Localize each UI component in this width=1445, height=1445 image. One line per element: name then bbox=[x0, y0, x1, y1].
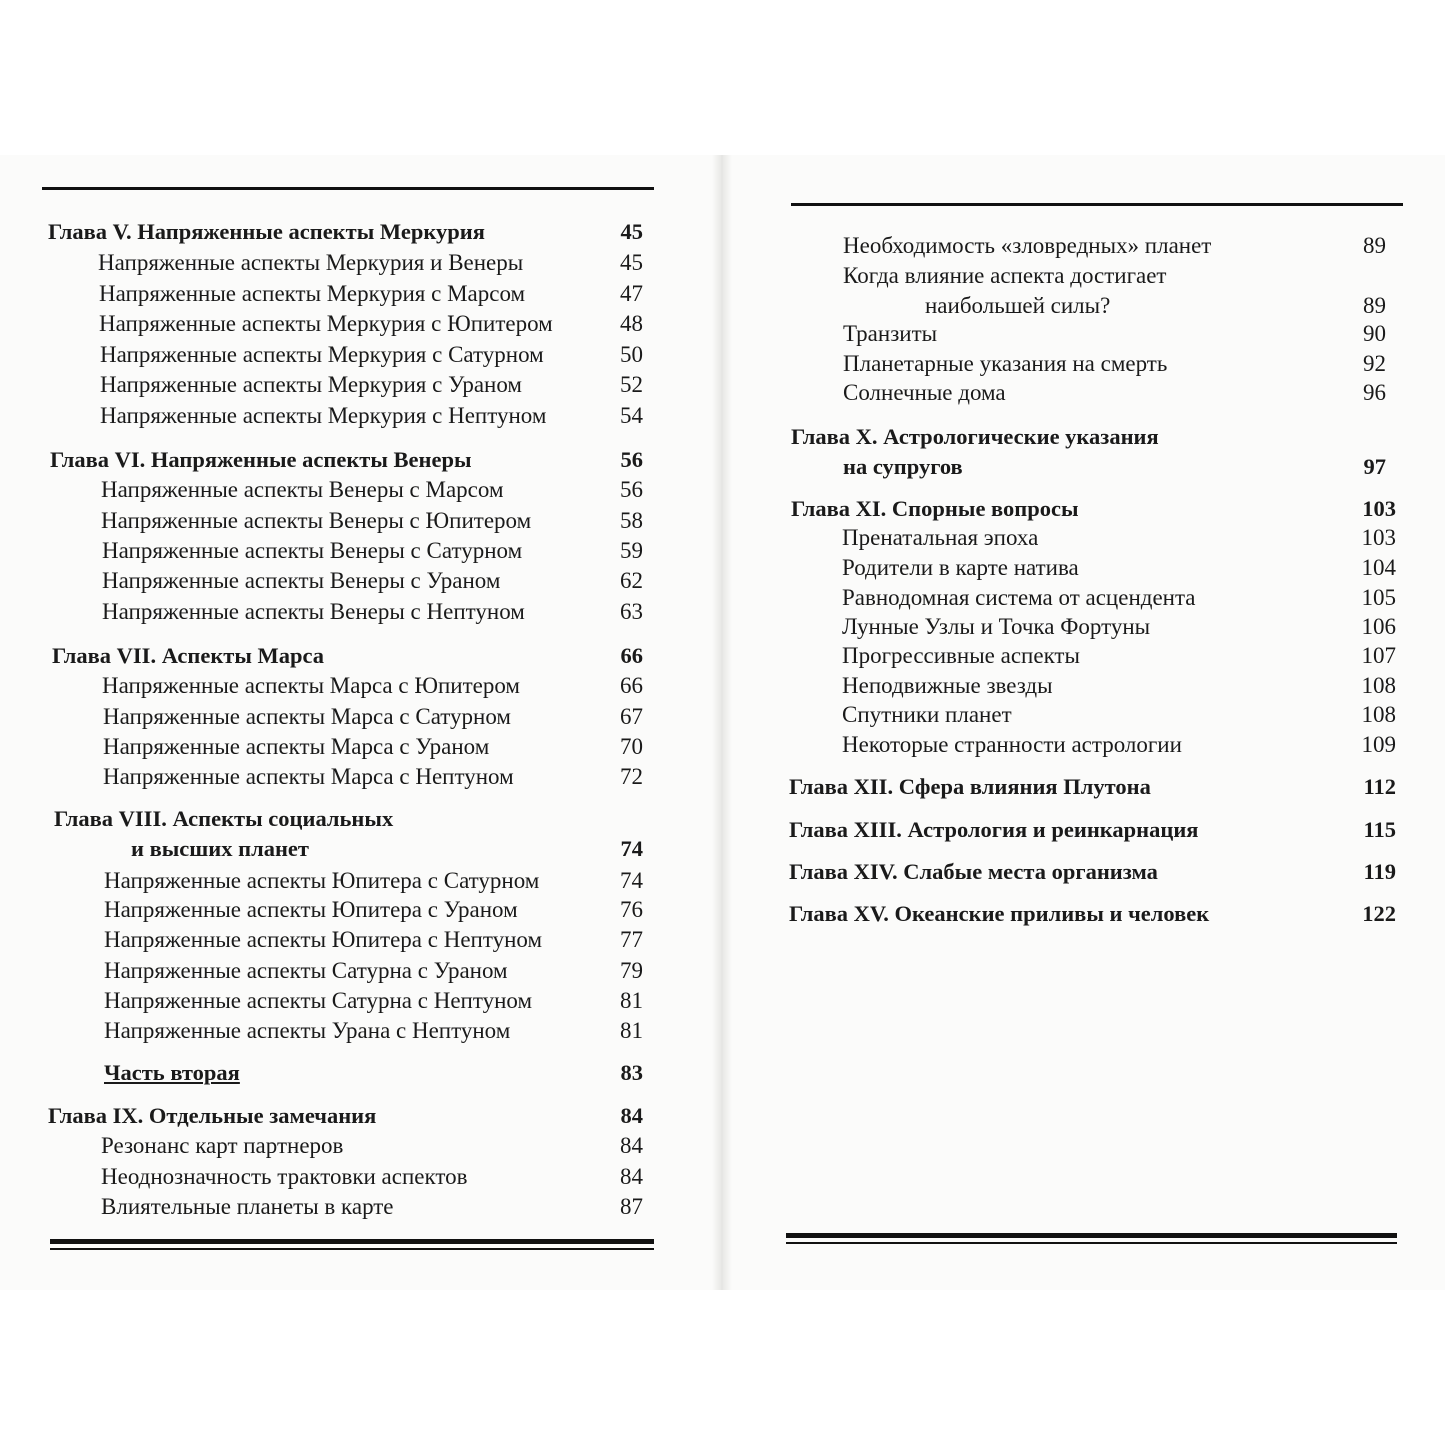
toc-item[interactable]: Напряженные аспекты Меркурия и Венеры 45 bbox=[98, 250, 643, 275]
toc-item[interactable]: Напряженные аспекты Венеры с Юпитером 58 bbox=[101, 508, 643, 533]
toc-part[interactable]: Часть вторая 83 bbox=[104, 1060, 643, 1085]
toc-item-continued[interactable]: наибольшей силы? 89 bbox=[925, 293, 1386, 318]
toc-chapter[interactable]: Глава IX. Отдельные замечания 84 bbox=[48, 1103, 643, 1128]
toc-item[interactable]: Равнодомная система от асцендента 105 bbox=[842, 585, 1396, 610]
toc-chapter[interactable]: Глава XI. Спорные вопросы 103 bbox=[791, 496, 1396, 521]
toc-item[interactable]: Влиятельные планеты в карте 87 bbox=[101, 1194, 643, 1219]
toc-item[interactable]: Напряженные аспекты Марса с Сатурном 67 bbox=[103, 704, 643, 729]
toc-item[interactable]: Напряженные аспекты Меркурия с Марсом 47 bbox=[99, 281, 643, 306]
toc-item[interactable]: Спутники планет 108 bbox=[842, 702, 1396, 727]
toc-chapter-continued[interactable]: и высших планет 74 bbox=[131, 836, 643, 861]
toc-chapter[interactable]: Глава VIII. Аспекты социальных bbox=[54, 806, 394, 831]
toc-item[interactable]: Напряженные аспекты Меркурия с Ураном 52 bbox=[100, 372, 643, 397]
toc-chapter[interactable]: Глава X. Астрологические указания bbox=[791, 424, 1159, 449]
toc-item[interactable]: Напряженные аспекты Сатурна с Нептуном 81 bbox=[104, 988, 643, 1013]
toc-chapter[interactable]: Глава XIV. Слабые места организма 119 bbox=[789, 859, 1396, 884]
toc-chapter-continued[interactable]: на супругов 97 bbox=[843, 454, 1386, 479]
toc-item[interactable]: Солнечные дома 96 bbox=[843, 380, 1386, 405]
toc-item[interactable]: Пренатальная эпоха 103 bbox=[842, 525, 1396, 550]
toc-item[interactable]: Напряженные аспекты Марса с Нептуном 72 bbox=[103, 764, 643, 789]
toc-item[interactable]: Напряженные аспекты Венеры с Нептуном 63 bbox=[102, 599, 643, 624]
toc-item[interactable]: Напряженные аспекты Меркурия с Юпитером 48 bbox=[99, 311, 643, 336]
toc-chapter[interactable]: Глава XIII. Астрология и реинкарнация 115 bbox=[789, 817, 1396, 842]
toc-chapter[interactable]: Глава VI. Напряженные аспекты Венеры 56 bbox=[50, 447, 643, 472]
toc-item[interactable]: Прогрессивные аспекты 107 bbox=[842, 643, 1396, 668]
toc-item[interactable]: Напряженные аспекты Сатурна с Ураном 79 bbox=[104, 958, 643, 983]
toc-item[interactable]: Родители в карте натива 104 bbox=[842, 555, 1396, 580]
toc-item[interactable]: Напряженные аспекты Юпитера с Сатурном 74 bbox=[104, 868, 643, 893]
toc-item[interactable]: Напряженные аспекты Меркурия с Нептуном 54 bbox=[100, 403, 643, 428]
toc-item[interactable]: Напряженные аспекты Урана с Нептуном 81 bbox=[104, 1018, 643, 1043]
toc-item[interactable]: Напряженные аспекты Марса с Юпитером 66 bbox=[102, 673, 643, 698]
toc-item[interactable]: Неоднозначность трактовки аспектов 84 bbox=[101, 1164, 643, 1189]
toc-item[interactable]: Напряженные аспекты Меркурия с Сатурном 50 bbox=[100, 342, 643, 367]
toc-item[interactable]: Напряженные аспекты Венеры с Ураном 62 bbox=[102, 568, 643, 593]
toc-item[interactable]: Некоторые странности астрологии 109 bbox=[842, 732, 1396, 757]
toc-item[interactable]: Транзиты 90 bbox=[843, 321, 1386, 346]
toc-item[interactable]: Напряженные аспекты Венеры с Марсом 56 bbox=[101, 477, 643, 502]
toc-item[interactable]: Напряженные аспекты Юпитера с Нептуном 77 bbox=[104, 927, 643, 952]
toc-item[interactable]: Напряженные аспекты Венеры с Сатурном 59 bbox=[102, 538, 643, 563]
toc-item[interactable]: Резонанс карт партнеров 84 bbox=[101, 1133, 643, 1158]
toc-item[interactable]: Необходимость «зловредных» планет 89 bbox=[843, 233, 1386, 258]
toc-chapter[interactable]: Глава VII. Аспекты Марса 66 bbox=[52, 643, 643, 668]
toc-item[interactable]: Напряженные аспекты Марса с Ураном 70 bbox=[103, 734, 643, 759]
toc-item[interactable]: Напряженные аспекты Юпитера с Ураном 76 bbox=[104, 897, 643, 922]
toc-item[interactable]: Лунные Узлы и Точка Фортуны 106 bbox=[842, 614, 1396, 639]
toc-chapter[interactable]: Глава XII. Сфера влияния Плутона 112 bbox=[789, 774, 1396, 799]
toc-chapter[interactable]: Глава XV. Океанские приливы и человек 122 bbox=[789, 901, 1396, 926]
toc-chapter[interactable]: Глава V. Напряженные аспекты Меркурия 45 bbox=[48, 219, 643, 244]
toc-item[interactable]: Планетарные указания на смерть 92 bbox=[843, 351, 1386, 376]
toc-item[interactable]: Когда влияние аспекта достигает bbox=[843, 263, 1167, 288]
toc-item[interactable]: Неподвижные звезды 108 bbox=[842, 673, 1396, 698]
